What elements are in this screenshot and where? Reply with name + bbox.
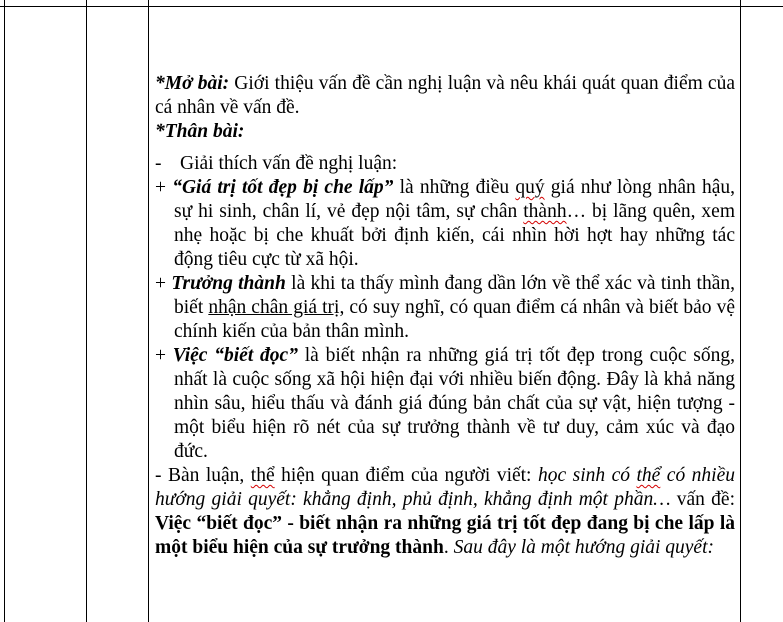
discussion-text-1: - Bàn luận, [155, 465, 251, 486]
intro-paragraph [155, 72, 735, 120]
spellcheck-word-the-2: thể [636, 465, 661, 486]
body-label: *Thân bài: [155, 121, 245, 142]
term-knowing-to-read: Việc “biết đọc” [172, 345, 298, 366]
underlined-phrase: nhận chân giá trị [208, 297, 340, 318]
table-border-top [0, 6, 783, 7]
list-item-hidden-values [155, 176, 735, 272]
table-border-col2 [86, 0, 87, 622]
explain-heading [155, 152, 735, 176]
plus-bullet: + [155, 273, 172, 294]
body-heading [155, 120, 735, 144]
item1-text-3: … bị lãng quên, xem nhẹ hoặc bị che khuất bởi định kiến, cái nhìn hời hợt hay những tác động tiêu cực từ xã hội. [174, 201, 735, 270]
term-maturity: Trưởng thành [171, 273, 286, 294]
discussion-italic-2: có nhiều hướng giải quyết: khẳng định, phủ định, khẳng định một phần… [155, 465, 735, 510]
list-item-knowing-to-read [155, 344, 735, 464]
plus-bullet: + [155, 177, 173, 198]
item2-text-1: là khi ta thấy mình đang dần lớn về thể xác và tinh thần, biết [174, 273, 735, 318]
discussion-italic-3: Sau đây là một hướng giải quyết: [453, 537, 715, 558]
explain-heading-text: Giải thích vấn đề nghị luận: [180, 153, 398, 174]
spellcheck-word-quy: quý [515, 177, 545, 198]
spellcheck-word-thanh: thành [523, 201, 567, 222]
item2-text-2: , có suy nghĩ, có quan điểm cá nhân và biết bảo vệ chính kiến của bản thân mình. [174, 297, 735, 342]
item1-text-1: là những điều [393, 177, 516, 198]
intro-text: Giới thiệu vấn đề cần nghị luận và nêu khái quát quan điểm của cá nhân về vấn đề. [155, 73, 735, 118]
dash-bullet: - [155, 153, 162, 174]
discussion-thesis: Việc “biết đọc” - biết nhận ra những giá trị tốt đẹp đang bị che lấp là một biểu hiện của sự trưởng thành [155, 513, 735, 558]
discussion-text-2: hiện quan điểm của người viết: [274, 465, 538, 486]
content-cell [155, 72, 735, 560]
intro-label: *Mở bài: [155, 73, 230, 94]
term-hidden-values: “Giá trị tốt đẹp bị che lấp” [172, 177, 394, 198]
table-border-left [4, 0, 5, 622]
discussion-text-4: . [443, 537, 454, 558]
discussion-paragraph [155, 464, 735, 560]
plus-bullet: + [155, 345, 173, 366]
table-border-col4 [740, 0, 741, 622]
list-item-maturity [155, 272, 735, 344]
item1-text-2: giá như lòng nhân hậu, sự hi sinh, chân lí, vẻ đẹp nội tâm, sự chân [174, 177, 736, 222]
table-border-col3 [148, 0, 149, 622]
item3-text-1: là biết nhận ra những giá trị tốt đẹp trong cuộc sống, nhất là cuộc sống xã hội hiện đại với nhiều biến động. Đây là khả năng nhìn sâu, hiểu thấu và đánh giá đúng bản chất của sự vật, hiện tượng - một biểu hiện rõ nét của sự trưởng thành về tư duy, cảm xúc và đạo đức. [174, 345, 736, 462]
discussion-text-3: vấn đề: [670, 489, 735, 510]
spellcheck-word-the: thể [250, 465, 275, 486]
discussion-italic-1: học sinh có [537, 465, 637, 486]
